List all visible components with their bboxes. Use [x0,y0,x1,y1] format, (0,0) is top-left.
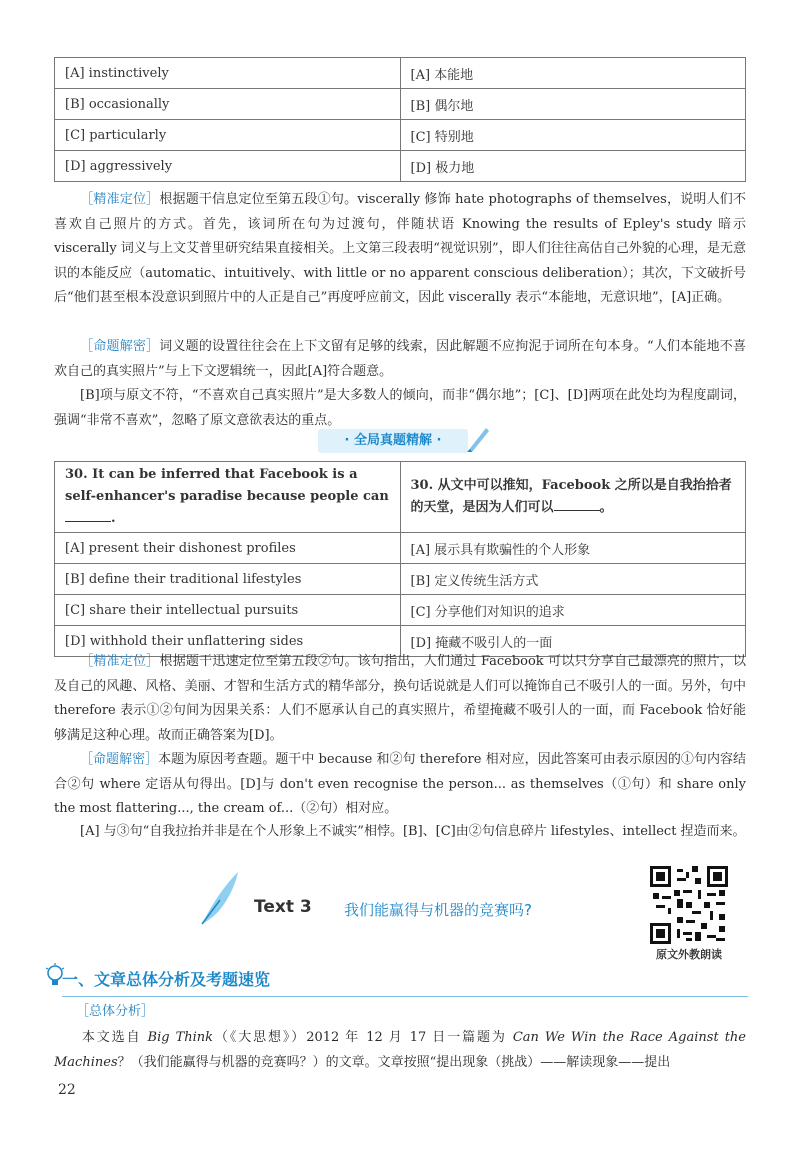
option-en: [B] define their traditional lifestyles [55,564,401,595]
table-row [55,595,746,626]
option-zh: [A] 展示具有欺骗性的个人形象 [400,533,746,564]
analysis-1-locate [54,188,746,311]
option-zh: [C] 分享他们对知识的追求 [400,595,746,626]
quill-icon [196,868,242,928]
answer-blank [554,498,600,511]
analysis-text: 根据题干迅速定位至第五段②句。该句指出，人们通过 Facebook 可以只分享自己最漂亮的照片，以及自己的风趣、风格、美丽、才智和生活方式的精华部分，换句话说就是人们可以掩饰自己不吸引人的一面。另外，句中 therefore 表示①②句间为因果关系：人们不愿承认自己的真实照片，希望掩藏不吸引人的一面，而 Facebook 恰好能够满足这种心理。故而正确答案为[D]。 [54,654,746,743]
table-row [55,533,746,564]
section-banner: · 全局真题精解 · [318,429,468,453]
question-30-table [54,461,746,657]
qr-caption: 原文外教朗读 [656,948,722,961]
tag-decode: ［命题解密］ [80,752,159,767]
option-zh: [B] 偶尔地 [400,89,746,120]
text-3-title: 我们能赢得与机器的竞赛吗? [344,901,532,919]
option-zh: [C] 特别地 [400,120,746,151]
analysis-text: 根据题干信息定位至第五段①句。viscerally 修饰 hate photographs of themselves，说明人们不喜欢自己照片的方式。首先，该词所在句为过渡句，伴随状语 Knowing the results of Epley's study 暗示 viscerally 词义与上文艾普里研究结果直接相关。上文第三段表明“视觉识别”，即人们往往高估自己外貌的心理，是无意识的本能反应（automatic、intuitively、with little or no apparent conscious deliberation）；其次，下文破折号后“他们甚至根本没意识到照片中的人正是自己”再度呼应前文，因此 viscerally 表示“本能地，无意识地”，[A]正确。 [54,192,746,305]
option-en: [C] share their intellectual pursuits [55,595,401,626]
analysis-2-locate [54,650,746,748]
option-en: [A] instinctively [55,58,401,89]
article-title: Can We Win the Race Against the Machines [54,1030,746,1070]
analysis-text: 词义题的设置往往会在上下文留有足够的线索，因此解题不应拘泥于词所在句本身。“人们本能地不喜欢自己的真实照片”与上下文逻辑统一，因此[A]符合题意。 [54,339,746,379]
question-en: 30. It can be inferred that Facebook is a self-enhancer's paradise because people can . [55,462,401,533]
answer-blank [65,509,111,522]
analysis-1-others [54,384,746,433]
option-en: [A] present their dishonest profiles [55,533,401,564]
overall-analysis-tag: ［总体分析］ [76,1004,155,1019]
option-zh: [B] 定义传统生活方式 [400,564,746,595]
options-table-1 [54,57,746,182]
tag-locate: ［精准定位］ [80,654,160,669]
analysis-1-decode [54,335,746,384]
question-zh: 30. 从文中可以推知，Facebook 之所以是自我抬拾者的天堂，是因为人们可以 。 [400,462,746,533]
option-zh: [A] 本能地 [400,58,746,89]
table-row [55,89,746,120]
analysis-text: [A] 与③句“自我拉抬并非是在个人形象上不诚实”相悖。[B]、[C]由②句信息碎片 lifestyles、intellect 捏造而来。 [80,824,746,839]
option-zh: [D] 掩藏不吸引人的一面 [400,626,746,657]
question-row [55,462,746,533]
tag-decode: ［命题解密］ [80,339,160,354]
section-divider [62,996,748,997]
option-zh: [D] 极力地 [400,151,746,182]
overall-analysis-text: 本文选自 Big Think（《大思想》）2012 年 12 月 17 日一篇题为 Can We Win the Race Against the Machines？（我们能赢得与机器的竞赛吗？）的文章。文章按照“提出现象（挑战）——解读现象——提出 [54,1030,746,1070]
option-en: [C] particularly [55,120,401,151]
option-en: [D] aggressively [55,151,401,182]
tag-locate: ［精准定位］ [80,192,160,207]
analysis-text: 本题为原因考查题。题干中 because 和②句 therefore 相对应，因此答案可由表示原因的①句内容结合②句 where 定语从句得出。[D]与 don't even recognise the person... as themselves（①句）和 share only the most flattering..., the cream of...（②句）相对应。 [54,752,746,816]
text-3-label: Text 3 [254,897,312,917]
table-row [55,58,746,89]
analysis-text: [B]项与原文不符，“不喜欢自己真实照片”是大多数人的倾向，而非“偶尔地”；[C]、[D]两项在此处均为程度副词，强调“非常不喜欢”，忽略了原文意欲表达的重点。 [54,388,746,428]
analysis-2-decode [54,748,746,822]
table-row [55,151,746,182]
option-en: [B] occasionally [55,89,401,120]
qr-code [650,866,728,944]
source-name: Big Think [147,1030,214,1045]
option-en: [D] withhold their unflattering sides [55,626,401,657]
table-row [55,120,746,151]
pen-icon [464,424,492,454]
analysis-2-others [54,820,746,845]
section-heading: 一、文章总体分析及考题速览 [62,970,271,989]
table-row [55,564,746,595]
page-number: 22 [58,1082,76,1098]
